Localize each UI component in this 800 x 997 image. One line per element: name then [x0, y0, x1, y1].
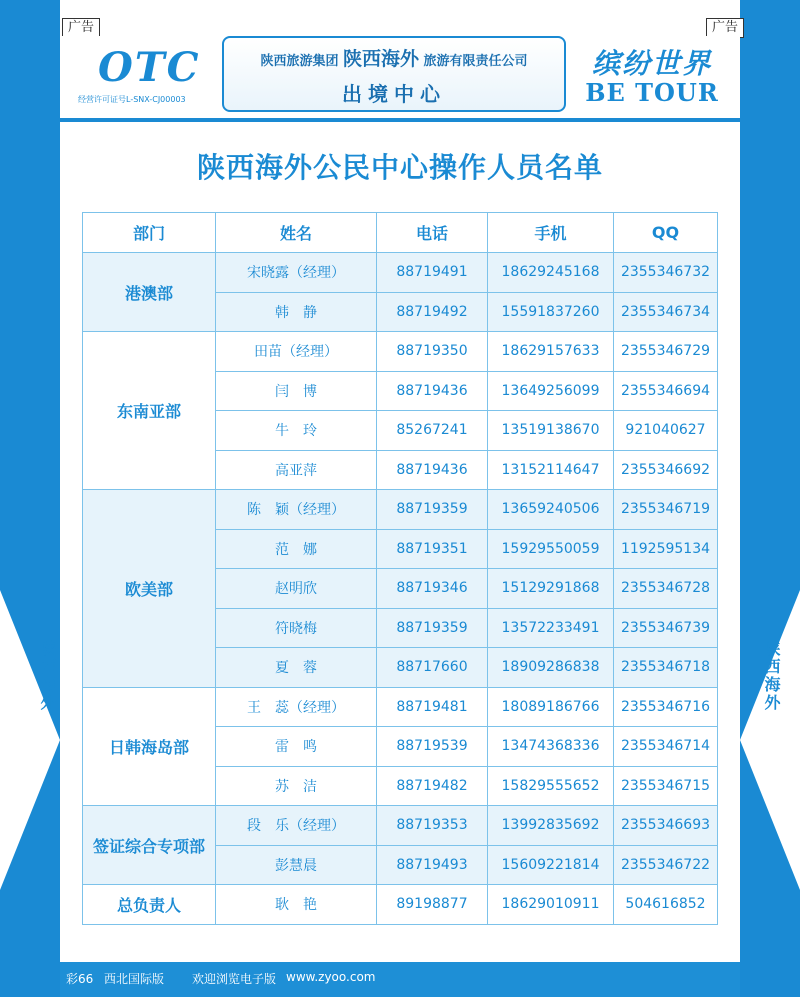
name-cell: 高亚萍	[216, 450, 377, 490]
company-main: 陕西海外	[342, 48, 419, 70]
name-cell: 彭慧晨	[216, 845, 377, 885]
header-name: 姓名	[216, 213, 377, 253]
name-cell: 牛 玲	[216, 411, 377, 451]
company-box	[222, 36, 566, 112]
side-label-left: 陕西海外	[38, 640, 57, 712]
qq-cell: 2355346718	[614, 648, 718, 688]
qq-cell: 2355346719	[614, 490, 718, 530]
dept-cell: 总负责人	[83, 885, 216, 925]
mobile-cell: 18909286838	[488, 648, 614, 688]
footer-edition: 西北国际版	[104, 972, 165, 986]
qq-cell: 2355346739	[614, 608, 718, 648]
table-row	[83, 253, 718, 293]
phone-cell: 88719492	[377, 292, 488, 332]
header-divider	[60, 118, 740, 122]
name-cell: 段 乐（经理）	[216, 806, 377, 846]
phone-cell: 88719482	[377, 766, 488, 806]
table-row	[83, 687, 718, 727]
dept-cell: 东南亚部	[83, 332, 216, 490]
table-row	[83, 806, 718, 846]
footer-slogan: 欢迎浏览电子版	[192, 972, 277, 986]
qq-cell: 504616852	[614, 885, 718, 925]
phone-cell: 88719539	[377, 727, 488, 767]
mobile-cell: 18629245168	[488, 253, 614, 293]
qq-cell: 2355346728	[614, 569, 718, 609]
page-footer	[60, 962, 740, 997]
phone-cell: 85267241	[377, 411, 488, 451]
phone-cell: 88719493	[377, 845, 488, 885]
qq-cell: 2355346692	[614, 450, 718, 490]
table-header-row	[83, 213, 718, 253]
brand-en: BE TOUR	[585, 78, 719, 107]
center-name: 出境中心	[342, 82, 446, 106]
dept-cell: 欧美部	[83, 490, 216, 688]
dept-cell: 签证综合专项部	[83, 806, 216, 885]
company-rest: 旅游有限责任公司	[423, 54, 528, 69]
mobile-cell: 13519138670	[488, 411, 614, 451]
mobile-cell: 18089186766	[488, 687, 614, 727]
phone-cell: 88719346	[377, 569, 488, 609]
qq-cell: 921040627	[614, 411, 718, 451]
name-cell: 雷 鸣	[216, 727, 377, 767]
qq-cell: 2355346715	[614, 766, 718, 806]
header-qq: QQ	[614, 213, 718, 253]
name-cell: 夏 蓉	[216, 648, 377, 688]
name-cell: 田苗（经理）	[216, 332, 377, 372]
qq-cell: 2355346694	[614, 371, 718, 411]
qq-cell: 2355346714	[614, 727, 718, 767]
phone-cell: 89198877	[377, 885, 488, 925]
ad-header[interactable]	[60, 36, 740, 118]
page-title: 陕西海外公民中心操作人员名单	[196, 151, 603, 184]
ad-tag-right: 广告	[706, 18, 744, 38]
name-cell: 陈 颖（经理）	[216, 490, 377, 530]
left-notch	[0, 590, 60, 890]
mobile-cell: 13649256099	[488, 371, 614, 411]
table-row	[83, 332, 718, 372]
qq-cell: 2355346729	[614, 332, 718, 372]
license-number: 经营许可证号L-SNX-CJ00003	[78, 95, 186, 104]
mobile-cell: 15591837260	[488, 292, 614, 332]
mobile-cell: 18629010911	[488, 885, 614, 925]
mobile-cell: 13572233491	[488, 608, 614, 648]
name-cell: 韩 静	[216, 292, 377, 332]
phone-cell: 88719481	[377, 687, 488, 727]
mobile-cell: 15609221814	[488, 845, 614, 885]
mobile-cell: 13152114647	[488, 450, 614, 490]
table-row	[83, 885, 718, 925]
phone-cell: 88719436	[377, 450, 488, 490]
mobile-cell: 15129291868	[488, 569, 614, 609]
header-dept: 部门	[83, 213, 216, 253]
staff-table	[82, 212, 718, 925]
table-row	[83, 490, 718, 530]
mobile-cell: 13474368336	[488, 727, 614, 767]
name-cell: 范 娜	[216, 529, 377, 569]
name-cell: 苏 洁	[216, 766, 377, 806]
footer-page: 彩66	[66, 972, 94, 986]
name-cell: 符晓梅	[216, 608, 377, 648]
otc-logo: OTC	[98, 44, 201, 91]
phone-cell: 88719353	[377, 806, 488, 846]
brand-cn: 缤纷世界	[591, 47, 712, 80]
header-phone: 电话	[377, 213, 488, 253]
phone-cell: 88719436	[377, 371, 488, 411]
ad-tag-left: 广告	[62, 18, 100, 38]
qq-cell: 2355346716	[614, 687, 718, 727]
mobile-cell: 18629157633	[488, 332, 614, 372]
mobile-cell: 15929550059	[488, 529, 614, 569]
company-line	[224, 44, 564, 71]
name-cell: 耿 艳	[216, 885, 377, 925]
dept-cell: 日韩海岛部	[83, 687, 216, 806]
qq-cell: 2355346734	[614, 292, 718, 332]
name-cell: 闫 博	[216, 371, 377, 411]
name-cell: 赵明欣	[216, 569, 377, 609]
phone-cell: 88719359	[377, 490, 488, 530]
qq-cell: 2355346693	[614, 806, 718, 846]
qq-cell: 1192595134	[614, 529, 718, 569]
mobile-cell: 13659240506	[488, 490, 614, 530]
phone-cell: 88719491	[377, 253, 488, 293]
mobile-cell: 13992835692	[488, 806, 614, 846]
name-cell: 宋晓露（经理）	[216, 253, 377, 293]
footer-url[interactable]: www.zyoo.com	[286, 970, 376, 984]
mobile-cell: 15829555652	[488, 766, 614, 806]
header-mobile: 手机	[488, 213, 614, 253]
right-notch	[740, 590, 800, 890]
phone-cell: 88719359	[377, 608, 488, 648]
group-name: 陕西旅游集团	[260, 54, 339, 69]
side-label-right: 陕西海外	[762, 640, 781, 712]
qq-cell: 2355346722	[614, 845, 718, 885]
phone-cell: 88719351	[377, 529, 488, 569]
qq-cell: 2355346732	[614, 253, 718, 293]
phone-cell: 88717660	[377, 648, 488, 688]
phone-cell: 88719350	[377, 332, 488, 372]
name-cell: 王 蕊（经理）	[216, 687, 377, 727]
dept-cell: 港澳部	[83, 253, 216, 332]
